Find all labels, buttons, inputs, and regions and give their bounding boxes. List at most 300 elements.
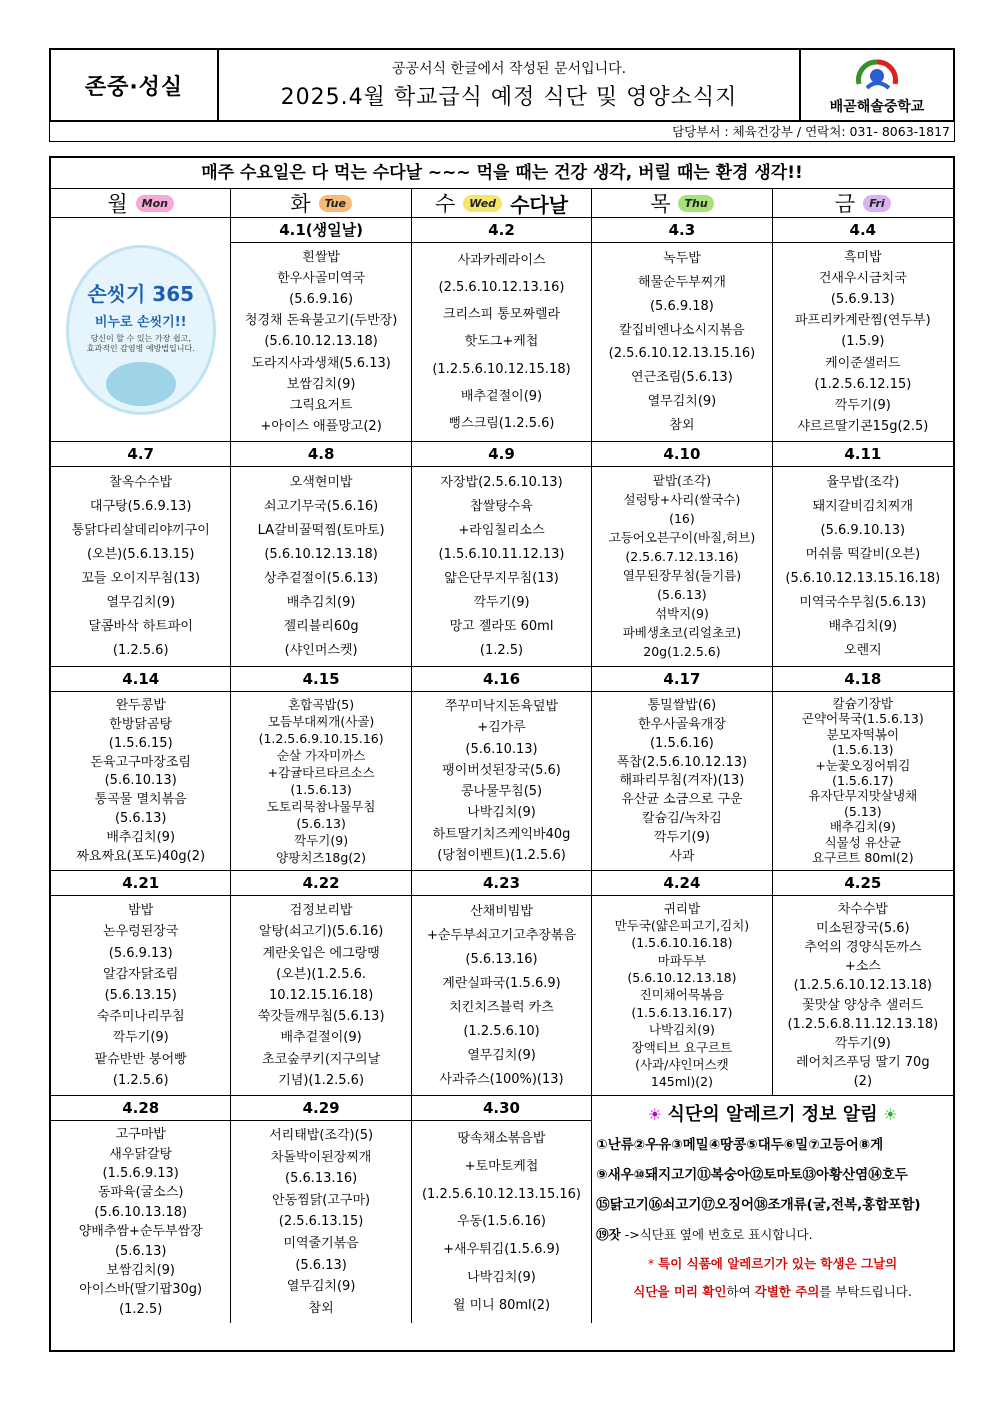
menu-item: (5.6.9.18) — [649, 298, 714, 314]
menu-item: 망고 젤라또 60ml — [449, 618, 554, 634]
menu-list — [231, 243, 410, 441]
menu-item: (2.5.6.10.12.13.15.16) — [608, 346, 756, 362]
menu-list — [51, 692, 230, 870]
day-date: 4.1(생일날) — [231, 218, 410, 243]
menu-item: (5.6.10.12.13.18) — [264, 334, 378, 350]
weeks-container — [51, 218, 953, 1323]
day-cell — [412, 667, 592, 870]
menu-item: 20g(1.2.5.6) — [643, 645, 721, 660]
menu-item: 파베생초코(리얼초코) — [622, 626, 742, 641]
school-motto: 존중·성실 — [51, 50, 219, 120]
day-cell — [773, 871, 953, 1095]
menu-item: 고등어오븐구이(바질,허브) — [608, 530, 756, 545]
menu-item: +새우튀김(1.5.6.9) — [443, 1242, 560, 1258]
menu-item: 도라지사과생채(5.6.13) — [251, 355, 391, 371]
day-date: 4.25 — [773, 871, 953, 896]
day-date: 4.29 — [231, 1096, 410, 1121]
menu-item: 핫도그+케첩 — [464, 334, 539, 350]
day-cell — [592, 442, 772, 666]
warning-text: 를 부탁드립니다. — [819, 1284, 912, 1299]
menu-item: 얇은단무지무침(13) — [444, 570, 559, 586]
allergen-19: ⑲잣 — [596, 1227, 621, 1242]
menu-item: 팥슈반반 붕어빵 — [94, 1051, 187, 1067]
week-row — [51, 442, 953, 667]
week-row — [51, 667, 953, 871]
menu-item: 마파두부 — [657, 953, 707, 968]
menu-item: 숙주미나리무침 — [96, 1009, 185, 1025]
menu-item: (1.2.5.6.10.12.15.18) — [432, 361, 571, 377]
day-date: 4.23 — [412, 871, 591, 896]
menu-item: (1.5.6.13) — [832, 743, 894, 758]
menu-item: 돈육고구마장조림 — [90, 754, 191, 770]
menu-item: 쭈꾸미낙지돈육덮밥 — [445, 699, 559, 715]
menu-item: 배추김치(9) — [286, 594, 356, 610]
menu-item: 새우닭갈탕 — [109, 1146, 173, 1162]
menu-item: 보쌈김치(9) — [106, 1262, 176, 1278]
menu-item: 동파육(굴소스) — [97, 1185, 184, 1201]
menu-item: (1.2.5.6) — [112, 642, 169, 658]
menu-item: 섞박지(9) — [654, 607, 709, 622]
weekday-fri — [773, 189, 953, 217]
allergen-list-line: ⑮닭고기⑯쇠고기⑰오징어⑱조개류(굴,전복,홍합포함) — [596, 1197, 921, 1213]
menu-item: (오븐)(1.2.5.6. — [276, 966, 367, 982]
menu-item: (5.6.13.15) — [104, 987, 177, 1003]
menu-item: 뻥스크림(1.2.5.6) — [448, 415, 555, 431]
title-box — [219, 50, 801, 120]
menu-item: 10.12.15.16.18) — [268, 987, 374, 1003]
menu-item: 달콤바삭 하트파이 — [88, 618, 193, 634]
menu-item: 유자단무지맛살냉채 — [808, 789, 918, 804]
menu-item: 자장밥(2.5.6.10.13) — [440, 475, 563, 491]
menu-item: 하트딸기치즈케익바40g — [432, 826, 571, 842]
menu-item: 칼슘김/녹차김 — [642, 811, 722, 827]
contact-line: 담당부서 : 체육건강부 / 연락처: 031- 8063-1817 — [49, 122, 955, 142]
sun-icon: ☀ — [877, 1105, 898, 1124]
day-date: 4.15 — [231, 667, 410, 692]
menu-item: (5.6.13) — [657, 588, 707, 603]
menu-item: 산채비빔밥 — [470, 904, 533, 920]
day-date: 4.22 — [231, 871, 410, 896]
menu-item: 칼슘기장밥 — [832, 696, 894, 711]
menu-item: 흰쌀밥 — [302, 250, 340, 266]
day-date: 4.16 — [412, 667, 591, 692]
menu-item: 쇠고기무국(5.6.16) — [263, 499, 379, 515]
menu-item: (5.6.13) — [296, 816, 346, 831]
weekday-korean: 금 — [834, 192, 856, 216]
allergy-warning-line — [596, 1278, 949, 1306]
menu-list — [592, 896, 771, 1095]
menu-item: 청경채 돈육불고기(두반장) — [244, 313, 398, 329]
menu-item: 팽이버섯된장국(5.6) — [442, 762, 561, 778]
menu-list — [231, 896, 410, 1095]
menu-item: 진미채어묵볶음 — [639, 988, 725, 1003]
menu-item: 혼합곡밥(5) — [288, 697, 355, 712]
menu-item: (1.2.5.6.12.15) — [814, 376, 912, 392]
menu-item: 배추김치(9) — [829, 820, 896, 835]
day-cell — [592, 667, 772, 870]
day-date: 4.10 — [592, 442, 771, 467]
menu-item: 샤르르딸기콘15g(2.5) — [797, 418, 929, 434]
menu-item: +토마토케첩 — [464, 1159, 539, 1175]
menu-item: (5.6.13) — [114, 811, 167, 827]
menu-item: +라임칠리소스 — [458, 523, 545, 539]
menu-item: +김가루 — [477, 720, 526, 736]
menu-item: 찹쌀탕수육 — [470, 499, 533, 515]
menu-list — [773, 243, 953, 441]
poster-title: 손씻기 365 — [87, 281, 195, 306]
menu-item: +눈꽃오징어튀김 — [815, 758, 911, 773]
menu-item: 한우사골육개장 — [637, 716, 726, 732]
menu-item: (5.6.10.13) — [465, 741, 538, 757]
handwash-poster — [51, 218, 230, 441]
menu-item: 열무된장무침(들기름) — [622, 569, 742, 584]
menu-item: 레어치즈푸딩 딸기 70g — [796, 1054, 930, 1070]
menu-item: 고구마밥 — [115, 1127, 166, 1143]
menu-item: 사과카레라이스 — [457, 253, 546, 269]
menu-item: 해물순두부찌개 — [637, 275, 726, 291]
day-cell — [773, 442, 953, 666]
menu-list — [51, 1121, 230, 1323]
menu-list — [412, 1121, 591, 1323]
menu-item: (2) — [853, 1073, 873, 1089]
menu-item: 유산균 소금으로 구운 — [621, 792, 743, 808]
menu-item: 율무밥(조각) — [826, 475, 900, 491]
menu-item: 배추김치(9) — [828, 618, 898, 634]
poster-caption — [87, 334, 195, 354]
menu-item: 열무김치(9) — [106, 594, 176, 610]
menu-list — [231, 467, 410, 666]
menu-item: (5.6.10.12.13.18) — [264, 547, 378, 563]
weekday-english-badge: Fri — [863, 195, 891, 212]
day-cell — [412, 442, 592, 666]
menu-item: 검정보리밥 — [289, 903, 353, 919]
menu-item: 추억의 경양식돈까스 — [804, 940, 922, 956]
menu-list — [412, 467, 591, 666]
warning-text: 하여 — [726, 1284, 755, 1299]
menu-item: (2.5.6.13.15) — [278, 1214, 364, 1230]
menu-item: 서리태밥(조각)(5) — [269, 1128, 374, 1144]
weekday-thu — [592, 189, 772, 217]
menu-item: (1.2.5.6.10.12.13.15.16) — [421, 1186, 581, 1202]
week-row — [51, 871, 953, 1096]
weekday-korean: 수 — [435, 192, 456, 216]
poster-circle — [66, 245, 216, 415]
menu-item: (5.6.10.13) — [104, 773, 177, 789]
menu-item: LA갈비꿀떡찜(토마토) — [257, 523, 385, 539]
menu-item: 계란실파국(1.5.6.9) — [442, 976, 561, 992]
menu-item: (5.6.10.13.18) — [94, 1204, 188, 1220]
day-cell — [412, 871, 592, 1095]
menu-item: 사과 — [669, 848, 695, 864]
weekday-korean: 목 — [650, 192, 671, 216]
menu-item: 참외 — [669, 417, 695, 433]
menu-item: 안동찜닭(고구마) — [272, 1192, 371, 1208]
menu-item: 깍두기(9) — [834, 1035, 891, 1051]
day-date: 4.4 — [773, 218, 953, 243]
school-logo-icon — [845, 54, 909, 94]
menu-item: (1.2.5.6.10) — [463, 1023, 540, 1039]
menu-item: (1.5.6.15) — [108, 735, 173, 751]
menu-item: (1.5.6.16) — [649, 735, 714, 751]
day-cell — [51, 667, 231, 870]
menu-item: (샤인머스켓) — [284, 642, 358, 658]
menu-item: +아이스 애플망고(2) — [260, 418, 382, 434]
menu-item: 그릭요거트 — [289, 397, 353, 413]
menu-item: 열무김치(9) — [286, 1279, 356, 1295]
day-date: 4.18 — [773, 667, 953, 692]
menu-item: 배추겉절이(9) — [460, 388, 543, 404]
allergen-list-line: ⑨새우⑩돼지고기⑪복숭아⑫토마토⑬아황산염⑭호두 — [596, 1167, 908, 1183]
menu-item: 깍두기(9) — [473, 594, 530, 610]
weekday-korean: 화 — [290, 192, 311, 216]
weekday-english-badge: Thu — [678, 195, 713, 212]
weekday-english-badge: Wed — [463, 195, 502, 212]
day-cell — [231, 442, 411, 666]
menu-item: 대구탕(5.6.9.13) — [89, 499, 192, 515]
menu-item: 우동(1.5.6.16) — [456, 1214, 546, 1230]
menu-item: 모듬부대찌개(사골) — [267, 714, 375, 729]
menu-item: 미역줄기볶음 — [283, 1236, 359, 1251]
day-cell — [592, 871, 772, 1095]
menu-item: (오븐)(5.6.13.15) — [86, 547, 195, 563]
menu-item: (1.5.9) — [841, 334, 885, 350]
menu-item: 열무김치(9) — [647, 393, 717, 409]
menu-item: 참외 — [308, 1300, 334, 1316]
menu-item: 돼지갈비김치찌개 — [812, 499, 914, 515]
menu-item: +감귤타르타르소스 — [267, 765, 375, 780]
menu-list — [231, 1121, 410, 1323]
menu-item: 머쉬룸 떡갈비(오븐) — [805, 547, 921, 563]
weekday-mon — [51, 189, 231, 217]
menu-item: (1.2.5) — [479, 642, 524, 658]
menu-item: 짜요짜요(포도)40g(2) — [76, 848, 206, 864]
weekday-korean: 월 — [107, 192, 128, 216]
menu-item: 설렁탕+사리(쌀국수) — [623, 492, 741, 507]
school-name: 배곧해솔중학교 — [829, 99, 925, 115]
day-date: 4.30 — [412, 1096, 591, 1121]
menu-item: 오색현미밥 — [289, 475, 353, 491]
menu-item: 젤리블리60g — [283, 618, 359, 634]
menu-item: 팥밥(조각) — [652, 473, 711, 488]
allergy-title-text: 식단의 알레르기 정보 알림 — [667, 1104, 878, 1125]
menu-item: 나박김치(9) — [467, 805, 536, 821]
allergy-info-box — [592, 1096, 953, 1323]
menu-item: (5.6.13.16) — [285, 1171, 358, 1187]
day-cell — [231, 667, 411, 870]
menu-item: 기념)(1.2.5.6) — [278, 1072, 365, 1088]
menu-item: (1.5.6.17) — [832, 773, 894, 788]
menu-item: 미역국수무침(5.6.13) — [799, 594, 927, 610]
day-date: 4.7 — [51, 442, 230, 467]
menu-item: 케이준샐러드 — [825, 355, 901, 371]
menu-item: 아이스바(딸기팝30g) — [79, 1282, 203, 1298]
weekday-tue — [231, 189, 411, 217]
weekday-english-badge: Tue — [319, 195, 352, 212]
menu-item: 장액티브 요구르트 — [631, 1040, 733, 1055]
menu-item: (1.2.5.6.8.11.12.13.18) — [787, 1016, 939, 1032]
menu-list — [412, 896, 591, 1095]
day-date: 4.2 — [412, 218, 591, 243]
menu-item: 치킨치즈블럭 카츠 — [449, 999, 554, 1015]
allergen-list-line: ①난류②우유③메밀④땅콩⑤대두⑥밀⑦고등어⑧게 — [596, 1137, 884, 1153]
menu-item: (1.5.6.10.11.12.13) — [438, 547, 565, 563]
menu-item: 찰옥수수밥 — [109, 475, 173, 491]
menu-item: (5.6.9.10.13) — [820, 523, 906, 539]
menu-item: 나박김치(9) — [648, 1023, 715, 1038]
menu-list — [592, 243, 771, 441]
handwash-poster-cell — [51, 218, 231, 441]
menu-item: 도토리묵참나물무침 — [266, 799, 376, 814]
menu-item: 해파리무침(겨자)(13) — [619, 773, 745, 789]
menu-item: (1.5.6.9.13) — [102, 1165, 179, 1181]
poster-caption-line: 효과적인 감염병 예방법입니다. — [86, 343, 195, 353]
menu-item: +소스 — [844, 959, 881, 975]
menu-list — [773, 692, 953, 870]
menu-item: (5.6.10.12.13.18) — [627, 971, 737, 986]
menu-item: (2.5.6.7.12.13.16) — [625, 549, 739, 564]
menu-item: (5.6.13) — [295, 1257, 347, 1273]
menu-item: 곤약어묵국(1.5.6.13) — [801, 712, 924, 727]
menu-item: 건새우시금치국 — [818, 271, 907, 287]
menu-item: 사과쥬스(100%)(13) — [439, 1071, 564, 1087]
menu-item: 알감자닭조림 — [103, 966, 179, 982]
allergy-title — [596, 1102, 949, 1130]
menu-item: 분모자떡볶이 — [826, 727, 900, 742]
week-row — [51, 218, 953, 442]
menu-item: (5.13) — [844, 804, 882, 819]
menu-list — [773, 896, 953, 1095]
menu-item: 순살 가자미까스 — [276, 748, 366, 763]
menu-item: 요구르트 80ml(2) — [812, 851, 914, 866]
menu-item: 통곡물 멸치볶음 — [94, 792, 187, 808]
menu-item: (5.6.13) — [114, 1243, 167, 1259]
menu-item: (5.6.13.16) — [465, 952, 538, 968]
menu-item: 깍두기(9) — [653, 830, 710, 846]
weekday-header — [51, 189, 953, 218]
menu-item: +순두부쇠고기고추장볶음 — [427, 928, 577, 944]
document-title: 2025.4월 학교급식 예정 식단 및 영양소식지 — [280, 85, 738, 110]
banner: 매주 수요일은 다 먹는 수다날 ~~~ 먹을 때는 건강 생각, 버릴 때는 환경 생각!! — [51, 158, 953, 189]
day-date: 4.9 — [412, 442, 591, 467]
menu-item: 알탕(쇠고기)(5.6.16) — [258, 924, 384, 940]
allergen-note-text: ->식단표 옆에 번호로 표시합니다. — [620, 1227, 813, 1242]
day-cell — [412, 218, 592, 441]
menu-item: 한우사골미역국 — [277, 271, 366, 287]
menu-item: 칼집비엔나소시지볶음 — [619, 322, 745, 338]
menu-item: 양배추쌈+순두부쌈장 — [78, 1224, 203, 1240]
day-cell — [592, 218, 772, 441]
menu-item: 배추김치(9) — [106, 830, 176, 846]
menu-item: 크리스피 통모짜렐라 — [442, 307, 561, 323]
header — [49, 48, 955, 122]
suda-day-label: 수다날 — [510, 192, 569, 217]
poster-slogan: 비누로 손씻기!! — [94, 314, 187, 330]
menu-list — [231, 692, 410, 870]
menu-item: 땅속채소볶음밥 — [457, 1131, 546, 1147]
week-row — [51, 1096, 953, 1323]
document-subtitle: 공공서식 한글에서 작성된 문서입니다. — [391, 61, 627, 77]
menu-list — [592, 467, 771, 666]
menu-item: (16) — [669, 511, 695, 526]
menu-item: 오렌지 — [843, 642, 882, 658]
menu-item: 차수수밥 — [837, 902, 888, 918]
poster-caption-line: 당신이 할 수 있는 가장 쉽고, — [90, 333, 191, 343]
menu-item: (2.5.6.10.12.13.16) — [438, 280, 565, 296]
day-date: 4.3 — [592, 218, 771, 243]
menu-item: 연근조림(5.6.13) — [631, 370, 733, 386]
menu-item: 초코숲쿠키(지구의날 — [262, 1051, 381, 1067]
menu-item: 파프리카계란찜(연두부) — [794, 313, 931, 329]
warning-emphasis: 각별한 주의 — [754, 1284, 820, 1299]
menu-item: (1.5.6.10.16.18) — [631, 936, 733, 951]
asterisk-icon: * — [647, 1256, 659, 1271]
menu-item: (1.2.5) — [119, 1301, 163, 1317]
menu-item: 귀리밥 — [663, 901, 701, 916]
day-cell — [773, 218, 953, 441]
menu-list — [51, 467, 230, 666]
menu-item: 상추겉절이(5.6.13) — [263, 570, 379, 586]
menu-item: 깍두기(9) — [112, 1030, 169, 1046]
menu-item: 한방닭곰탕 — [109, 716, 173, 732]
school-logo-box — [801, 50, 953, 120]
day-cell — [51, 442, 231, 666]
menu-item: 양팡치즈18g(2) — [276, 850, 367, 865]
weekday-wed — [412, 189, 592, 217]
menu-item: (1.2.5.6.9.10.15.16) — [258, 731, 384, 746]
day-date: 4.21 — [51, 871, 230, 896]
menu-item: 열무김치(9) — [467, 1047, 536, 1063]
day-date: 4.24 — [592, 871, 771, 896]
menu-item: 흑미밥 — [843, 250, 882, 266]
menu-item: 폭찹(2.5.6.10.12.13) — [616, 754, 748, 770]
menu-item: 밤밥 — [128, 903, 154, 919]
day-cell — [412, 1096, 592, 1323]
menu-item: 깍두기(9) — [834, 397, 891, 413]
menu-item: 통밀쌀밥(6) — [647, 697, 717, 713]
menu-list — [51, 896, 230, 1095]
menu-item: 계란옷입은 에그랑땡 — [262, 945, 380, 961]
menu-item: 완두콩밥 — [115, 697, 166, 713]
menu-item: 통닭다리살데리야끼구이 — [71, 523, 210, 539]
day-cell — [773, 667, 953, 870]
menu-item: (사과/샤인머스캣 — [635, 1057, 729, 1072]
menu-item: (1.5.6.13) — [290, 782, 352, 797]
menu-list — [412, 243, 591, 441]
menu-item: (5.6.9.13) — [108, 945, 173, 961]
menu-item: 꽃맛살 양상추 샐러드 — [802, 997, 924, 1013]
menu-item: 녹두밥 — [663, 251, 701, 267]
day-cell — [51, 871, 231, 1095]
menu-item: 차돌박이된장찌개 — [270, 1149, 372, 1165]
menu-item: 미소된장국(5.6) — [816, 921, 910, 937]
allergy-warning-line — [596, 1250, 949, 1278]
menu-item: 윌 미니 80ml(2) — [452, 1297, 551, 1313]
menu-item: 식물성 유산균 — [824, 835, 902, 850]
weekday-english-badge: Mon — [136, 195, 174, 212]
menu-item: (당첨이벤트)(1.2.5.6) — [437, 847, 566, 863]
handwash-hands-icon — [106, 362, 176, 406]
menu-item: (5.6.10.12.13.15.16.18) — [785, 570, 941, 586]
day-cell — [231, 218, 411, 441]
day-date: 4.28 — [51, 1096, 230, 1121]
sun-icon: ☀ — [647, 1105, 668, 1124]
menu-item: 꼬들 오이지무침(13) — [81, 570, 201, 586]
day-date: 4.11 — [773, 442, 953, 467]
menu-item: (5.6.9.16) — [289, 292, 354, 308]
menu-item: (1.5.6.13.16.17) — [631, 1005, 733, 1020]
menu-item: 논우렁된장국 — [103, 924, 179, 940]
menu-list — [592, 692, 771, 870]
